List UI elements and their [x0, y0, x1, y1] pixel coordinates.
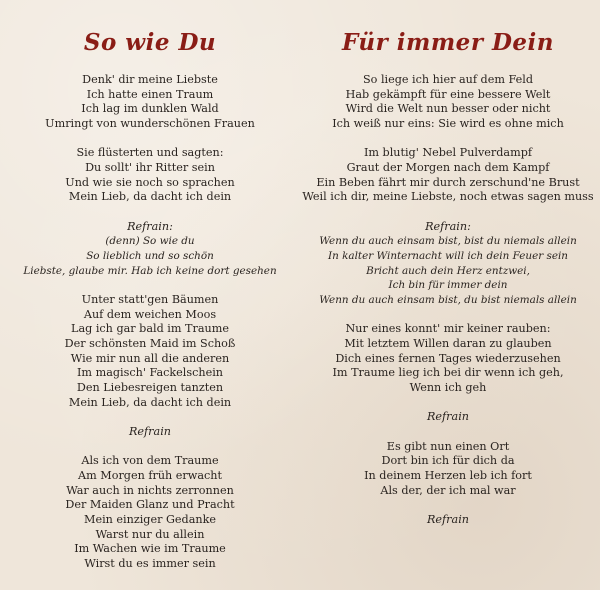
lyric-line: Wie mir nun all die anderen: [70, 351, 230, 365]
lyric-line: Du sollt' ihr Ritter sein: [85, 161, 215, 175]
lyric-line: Dich eines fernen Tages wiederzusehen: [335, 351, 561, 365]
lyric-line: Mein Lieb, da dacht ich dein: [68, 190, 232, 204]
lyric-line: Der schönsten Maid im Schoß: [64, 337, 236, 351]
verse-2: [302, 146, 594, 205]
lyric-line: Auf dem weichen Moos: [83, 307, 217, 321]
lyric-line: Dort bin ich für dich da: [381, 454, 515, 468]
lyric-line: Wirst du es immer sein: [84, 557, 216, 571]
lyric-line: Den Liebesreigen tanzten: [76, 381, 224, 395]
lyric-line: Als ich von dem Traume: [81, 454, 219, 468]
lyric-line: So liege ich hier auf dem Feld: [362, 73, 533, 86]
refrain: [10, 220, 290, 279]
lyric-line: Hab gekämpft für eine bessere Welt: [345, 87, 551, 101]
lyric-line: Im Traume lieg ich bei dir wenn ich geh,: [332, 366, 564, 380]
verse-2: [10, 146, 290, 205]
refrain-line: (denn) So wie du: [105, 235, 195, 248]
song-title: So wie Du: [83, 29, 217, 56]
lyric-line: War auch in nichts zerronnen: [66, 483, 234, 497]
lyric-line: Sie flüsterten und sagten:: [76, 146, 224, 160]
lyric-line: Am Morgen früh erwacht: [78, 468, 222, 482]
song-title: Für immer Dein: [342, 29, 554, 56]
refrain-marker: [10, 425, 290, 440]
refrain-line: Wenn du auch einsam bist, du bist niemals allein: [319, 294, 577, 307]
verse-3: [302, 322, 594, 396]
refrain-marker: [302, 410, 594, 425]
lyric-line: Mit letztem Willen daran zu glauben: [344, 337, 552, 351]
lyric-line: Im Wachen wie im Traume: [74, 542, 226, 556]
refrain-marker: [302, 513, 594, 528]
lyric-line: Warst nur du allein: [95, 527, 205, 541]
verse-4: [302, 440, 594, 499]
lyric-line: Nur eines konnt' mir keiner rauben:: [345, 322, 551, 336]
refrain-line: Ich bin für immer dein: [388, 279, 508, 292]
lyric-line: Im magisch' Fackelschein: [77, 366, 223, 380]
verse-1: [302, 73, 594, 132]
lyric-line: Weil ich dir, meine Liebste, noch etwas sagen muss: [302, 190, 594, 204]
lyric-line: Unter statt'gen Bäumen: [81, 292, 219, 306]
lyric-line: Mein Lieb, da dacht ich dein: [68, 395, 232, 409]
lyric-line: Wenn ich geh: [409, 381, 487, 395]
lyric-line: Und wie sie noch so sprachen: [65, 175, 235, 189]
refrain-line: Wenn du auch einsam bist, bist du niemals allein: [319, 235, 577, 248]
refrain-label: Refrain: [129, 425, 171, 439]
lyric-line: Ich lag im dunklen Wald: [81, 102, 219, 116]
refrain-line: Liebste, glaube mir. Hab ich keine dort gesehen: [23, 264, 277, 277]
refrain-line: In kalter Winternacht will ich dein Feuer sein: [327, 250, 568, 263]
lyric-line: In deinem Herzen leb ich fort: [364, 468, 532, 482]
lyric-line: Der Maiden Glanz und Pracht: [65, 498, 235, 512]
left-song: [10, 26, 290, 586]
right-song: [302, 26, 594, 542]
lyric-line: Mein einziger Gedanke: [84, 513, 216, 527]
lyric-line: Wird die Welt nun besser oder nicht: [345, 102, 551, 116]
lyric-line: Denk' dir meine Liebste: [82, 73, 218, 86]
lyric-line: Lag ich gar bald im Traume: [71, 322, 229, 336]
refrain-label: Refrain: [427, 410, 469, 424]
verse-3: [10, 293, 290, 411]
refrain: [302, 220, 594, 308]
refrain-label: Refrain:: [127, 219, 173, 233]
lyric-line: Ich weiß nur eins: Sie wird es ohne mich: [332, 117, 564, 131]
lyric-line: Ein Beben fährt mir durch zerschund'ne Brust: [316, 175, 580, 189]
refrain-label: Refrain:: [425, 219, 471, 233]
lyric-line: Als der, der ich mal war: [380, 483, 516, 497]
lyric-line: Umringt von wunderschönen Frauen: [45, 117, 255, 131]
verse-1: [10, 73, 290, 132]
lyric-line: Graut der Morgen nach dem Kampf: [346, 161, 550, 175]
refrain-label: Refrain: [427, 512, 469, 526]
refrain-line: Bricht auch dein Herz entzwei,: [366, 264, 530, 277]
lyric-line: Im blutig' Nebel Pulverdampf: [363, 146, 533, 160]
lyric-line: Ich hatte einen Traum: [86, 87, 214, 101]
lyric-line: Es gibt nun einen Ort: [386, 439, 510, 453]
verse-4: [10, 454, 290, 572]
refrain-line: So lieblich und so schön: [86, 250, 214, 263]
